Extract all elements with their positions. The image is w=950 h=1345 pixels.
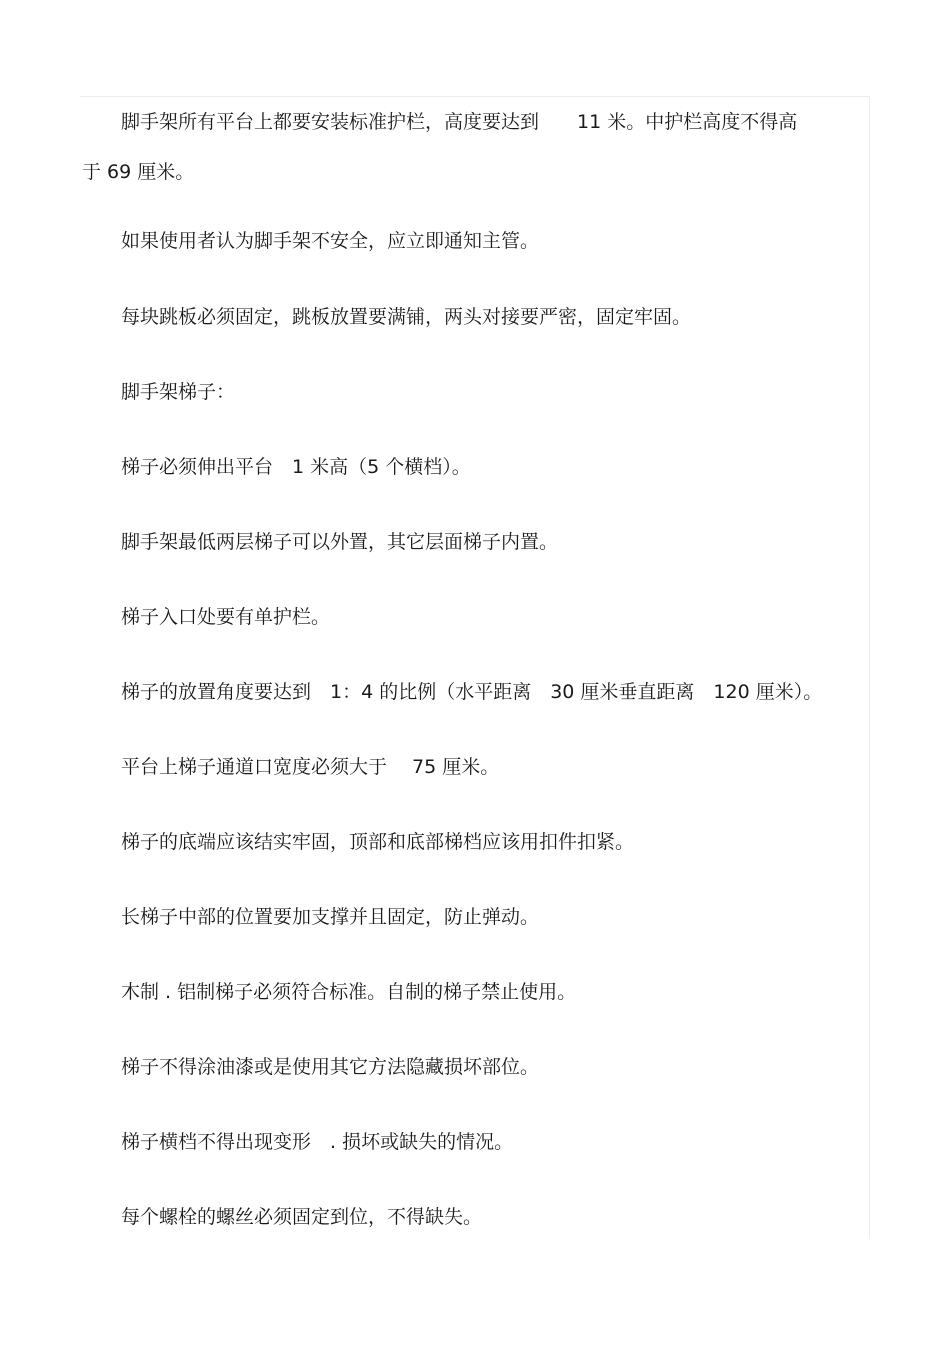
paragraph-ladder-rungs: 梯子横档不得出现变形 . 损坏或缺失的情况。 <box>121 1131 514 1153</box>
paragraph-ladder-placement: 脚手架最低两层梯子可以外置，其它层面梯子内置。 <box>121 531 559 553</box>
paragraph-notify-supervisor: 如果使用者认为脚手架不安全，应立即通知主管。 <box>121 230 540 252</box>
paragraph-ladder-material: 木制 . 铝制梯子必须符合标准。自制的梯子禁止使用。 <box>121 981 577 1003</box>
paragraph-access-width: 平台上梯子通道口宽度必须大于 75 厘米。 <box>121 756 500 778</box>
paragraph-guardrail-line-1: 脚手架所有平台上都要安装标准护栏，高度要达到 11 米。中护栏高度不得高 <box>121 111 798 133</box>
paragraph-guardrail-line-2: 于 69 厘米。 <box>82 161 195 183</box>
paragraph-ladder-support: 长梯子中部的位置要加支撑并且固定，防止弹动。 <box>121 906 540 928</box>
section-heading-ladder: 脚手架梯子： <box>121 381 236 403</box>
paragraph-ladder-extend: 梯子必须伸出平台 1 米高（5 个横档）。 <box>121 456 471 478</box>
paragraph-ladder-base: 梯子的底端应该结实牢固，顶部和底部梯档应该用扣件扣紧。 <box>121 831 635 853</box>
paragraph-ladder-angle: 梯子的放置角度要达到 1：4 的比例（水平距离 30 厘米垂直距离 120 厘米）。 <box>121 681 823 703</box>
paragraph-ladder-paint: 梯子不得涂油漆或是使用其它方法隐藏损坏部位。 <box>121 1056 540 1078</box>
paragraph-bolts: 每个螺栓的螺丝必须固定到位，不得缺失。 <box>121 1206 483 1228</box>
paragraph-ladder-entrance: 梯子入口处要有单护栏。 <box>121 606 331 628</box>
paragraph-scaffold-board: 每块跳板必须固定，跳板放置要满铺，两头对接要严密，固定牢固。 <box>121 306 692 328</box>
